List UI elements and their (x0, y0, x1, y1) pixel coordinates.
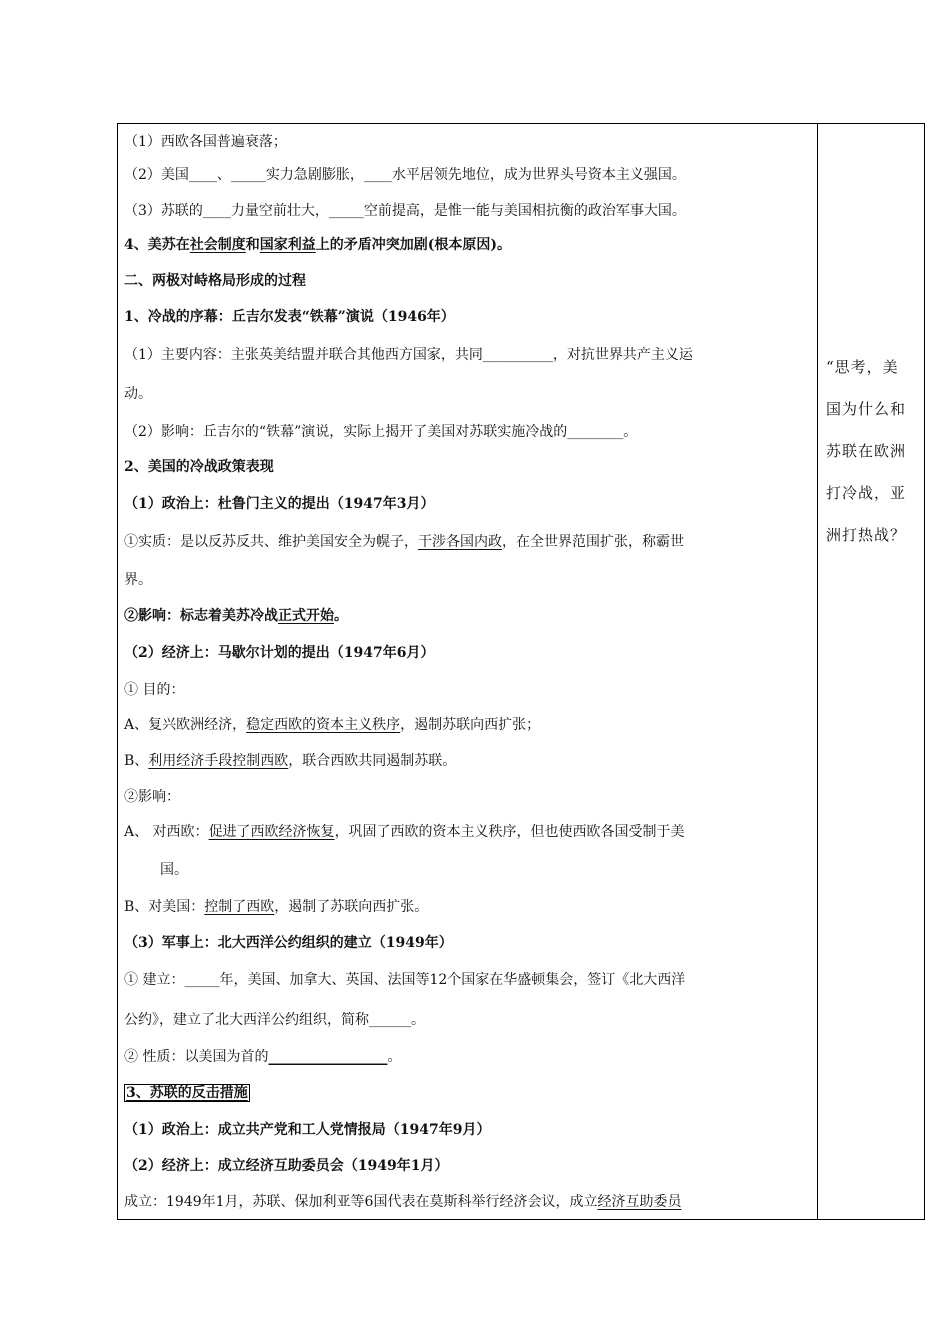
boxed-heading: 3、苏联的反击措施 (126, 1085, 248, 1101)
text-line (124, 1010, 425, 1030)
text-segment: ，在全世界范围扩张，称霸世 (502, 534, 684, 550)
underlined-text: 国家利益 (259, 237, 316, 253)
column-divider (817, 124, 818, 1219)
text-segment: 4、美苏在 (124, 237, 190, 253)
text-segment: （1）西欧各国普遍衰落； (124, 134, 287, 150)
text-line (124, 271, 306, 291)
text-segment: （1）政治上：成立共产党和工人党情报局（1947年9月） (124, 1122, 491, 1138)
text-line (124, 643, 434, 663)
text-line (124, 822, 685, 842)
text-segment: ②影响：标志着美苏冷战 (124, 608, 278, 624)
sidebar-line: 打冷战，亚 (826, 484, 907, 502)
text-segment: ② 性质：以美国为首的 (124, 1049, 269, 1065)
text-segment: A、复兴欧洲经济， (124, 717, 247, 733)
underlined-text: 社会制度 (189, 237, 246, 253)
underlined-text: 经济互助委员 (597, 1194, 682, 1210)
text-line (124, 933, 453, 953)
text-segment: ①实质：是以反苏反共、维护美国安全为幌子， (124, 534, 418, 550)
text-line (124, 1083, 250, 1103)
text-line (124, 165, 686, 185)
text-line (124, 1047, 401, 1067)
content-table (117, 123, 925, 1220)
text-line (124, 422, 637, 442)
text-line (124, 457, 274, 477)
text-line (124, 384, 152, 404)
text-segment: 动。 (124, 386, 152, 402)
text-segment: 二、两极对峙格局形成的过程 (124, 273, 306, 289)
text-segment: （1）政治上：杜鲁门主义的提出（1947年3月） (124, 496, 435, 512)
sidebar-line: 洲打热战？ (826, 526, 907, 544)
text-line (124, 680, 184, 700)
text-line (124, 235, 511, 255)
text-segment: ，遏制了苏联向西扩张。 (274, 899, 429, 915)
text-line (124, 570, 152, 590)
text-line (124, 970, 685, 990)
text-line (124, 751, 456, 771)
text-line (124, 307, 455, 327)
underlined-text: 利用经济手段控制西欧 (148, 753, 289, 769)
text-line (124, 201, 686, 221)
text-line (124, 1192, 681, 1212)
text-segment: 2、美国的冷战政策表现 (124, 459, 274, 475)
text-line (160, 860, 188, 880)
text-line (124, 345, 693, 365)
text-segment: （2）经济上：成立经济互助委员会（1949年1月） (124, 1158, 449, 1174)
text-line (124, 532, 684, 552)
text-line (124, 715, 540, 735)
text-segment: ，遏制苏联向西扩张； (400, 717, 541, 733)
sidebar-line: 苏联在欧洲 (826, 442, 907, 460)
text-segment: B、对美国： (124, 899, 205, 915)
text-segment: （2）美国____、_____实力急剧膨胀，____水平居领先地位，成为世界头号资本主义强国。 (124, 167, 686, 183)
sidebar-line: “思考，美 (826, 358, 899, 376)
sidebar-line: 国为什么和 (826, 400, 907, 418)
text-segment: 。 (334, 608, 348, 624)
text-segment: （1）主要内容：主张英美结盟并联合其他西方国家，共同__________，对抗世界共产主义运 (124, 347, 693, 363)
text-segment: （3）苏联的____力量空前壮大，_____空前提高，是惟一能与美国相抗衡的政治军事大国。 (124, 203, 686, 219)
text-line (124, 494, 434, 514)
text-segment: （2）影响：丘吉尔的“铁幕”演说，实际上揭开了美国对苏联实施冷战的________。 (124, 424, 638, 440)
text-line (124, 132, 287, 152)
text-segment: 成立：1949年1月，苏联、保加利亚等6国代表在莫斯科举行经济会议，成立 (124, 1194, 598, 1210)
text-segment: 1、冷战的序幕：丘吉尔发表“铁幕”演说（1946年） (124, 309, 455, 325)
underlined-text: 干涉各国内政 (418, 534, 502, 550)
sidebar-note (826, 346, 920, 556)
text-segment: 界。 (124, 572, 152, 588)
text-line (124, 787, 180, 807)
underlined-text: 稳定西欧的资本主义秩序 (246, 717, 401, 733)
text-segment: B、 (124, 753, 149, 769)
underlined-text: 控制了西欧 (204, 899, 275, 915)
underlined-text: 促进了西欧经济恢复 (208, 824, 335, 840)
underlined-text: 正式开始 (278, 608, 334, 624)
text-segment: A、 对西欧： (124, 824, 209, 840)
text-segment: ②影响： (124, 789, 180, 805)
text-segment: （2）经济上：马歇尔计划的提出（1947年6月） (124, 645, 435, 661)
text-segment: 上的矛盾冲突加剧(根本原因)。 (315, 237, 511, 253)
text-segment: 和 (245, 237, 260, 253)
text-segment: 公约》，建立了北大西洋公约组织，简称______。 (124, 1012, 425, 1028)
text-segment: 。 (387, 1049, 402, 1065)
text-segment: 国。 (160, 862, 188, 878)
text-line (124, 1156, 448, 1176)
text-line (124, 606, 348, 626)
text-line (124, 1120, 490, 1140)
text-segment: ① 目的： (124, 682, 185, 698)
text-segment: ，联合西欧共同遏制苏联。 (288, 753, 457, 769)
underlined-text: _________________ (268, 1049, 388, 1065)
text-line (124, 897, 428, 917)
text-segment: ① 建立：_____年，美国、加拿大、英国、法国等12个国家在华盛顿集会，签订《北大西洋 (124, 972, 686, 988)
text-segment: （3）军事上：北大西洋公约组织的建立（1949年） (124, 935, 453, 951)
text-segment: ，巩固了西欧的资本主义秩序，但也使西欧各国受制于美 (334, 824, 685, 840)
